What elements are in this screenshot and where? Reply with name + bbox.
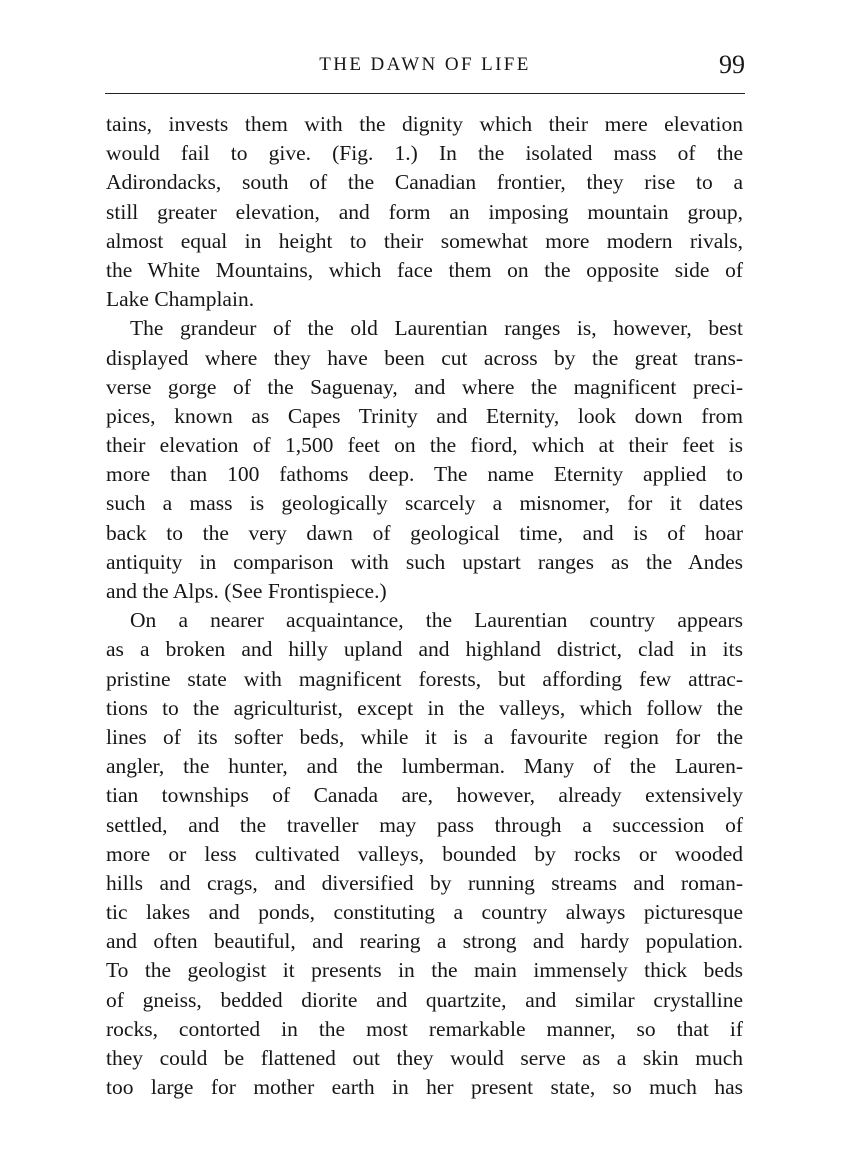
- text-line: still greater elevation, and form an imposing mountain group,: [106, 199, 743, 224]
- text-line: their elevation of 1,500 feet on the fiord, which at their feet is: [106, 433, 743, 458]
- running-header: [105, 50, 745, 86]
- text-line: antiquity in comparison with such upstart ranges as the Andes: [106, 549, 743, 574]
- text-line: of gneiss, bedded diorite and quartzite, and similar crystalline: [106, 987, 743, 1012]
- text-line: back to the very dawn of geological time, and is of hoar: [106, 520, 743, 545]
- text-line: To the geologist it presents in the main immensely thick beds: [106, 958, 743, 983]
- text-line: and often beautiful, and rearing a strong and hardy population.: [106, 929, 743, 954]
- text-line: tian townships of Canada are, however, already extensively: [106, 783, 743, 808]
- text-line: verse gorge of the Saguenay, and where the magnificent preci-: [106, 374, 743, 399]
- paragraph-end-line: Lake Champlain.: [106, 287, 255, 312]
- paragraph-end-line: and the Alps. (See Frontispiece.): [106, 579, 387, 603]
- text-line: they could be flattened out they would serve as a skin much: [106, 1046, 743, 1070]
- text-line: more than 100 fathoms deep. The name Eternity applied to: [106, 462, 743, 487]
- text-line: tic lakes and ponds, constituting a country always picturesque: [106, 900, 743, 925]
- text-line: such a mass is geologically scarcely a misnomer, for it dates: [106, 491, 743, 516]
- text-line: angler, the hunter, and the lumberman. Many of the Lauren-: [106, 754, 743, 779]
- text-line: almost equal in height to their somewhat more modern rivals,: [106, 228, 743, 253]
- text-line: hills and crags, and diversified by running streams and roman-: [106, 870, 743, 895]
- text-line: settled, and the traveller may pass through a succession of: [106, 812, 743, 837]
- header-rule: [105, 93, 745, 94]
- text-line: displayed where they have been cut across by the great trans-: [106, 345, 743, 370]
- text-line: too large for mother earth in her present state, so much has: [106, 1075, 743, 1100]
- text-line: lines of its softer beds, while it is a favourite region for the: [106, 724, 743, 749]
- text-line: the White Mountains, which face them on the opposite side of: [106, 257, 743, 282]
- text-line: more or less cultivated valleys, bounded by rocks or wooded: [106, 841, 743, 866]
- body-text: [106, 110, 743, 1102]
- paragraph-start-line: On a nearer acquaintance, the Laurentian country appears: [130, 608, 743, 633]
- text-line: tains, invests them with the dignity which their mere elevation: [106, 112, 743, 136]
- text-line: would fail to give. (Fig. 1.) In the isolated mass of the: [106, 141, 743, 166]
- page-number: 99: [719, 50, 745, 79]
- text-line: pristine state with magnificent forests, but affording few attrac-: [106, 666, 743, 691]
- text-line: rocks, contorted in the most remarkable manner, so that if: [106, 1016, 743, 1041]
- text-line: as a broken and hilly upland and highland district, clad in its: [106, 637, 743, 662]
- text-line: pices, known as Capes Trinity and Eternity, look down from: [106, 403, 743, 428]
- text-line: Adirondacks, south of the Canadian frontier, they rise to a: [106, 170, 743, 195]
- paragraph-start-line: The grandeur of the old Laurentian ranges is, however, best: [130, 316, 743, 341]
- text-line: tions to the agriculturist, except in the valleys, which follow the: [106, 695, 743, 720]
- running-title: THE DAWN OF LIFE: [319, 54, 531, 75]
